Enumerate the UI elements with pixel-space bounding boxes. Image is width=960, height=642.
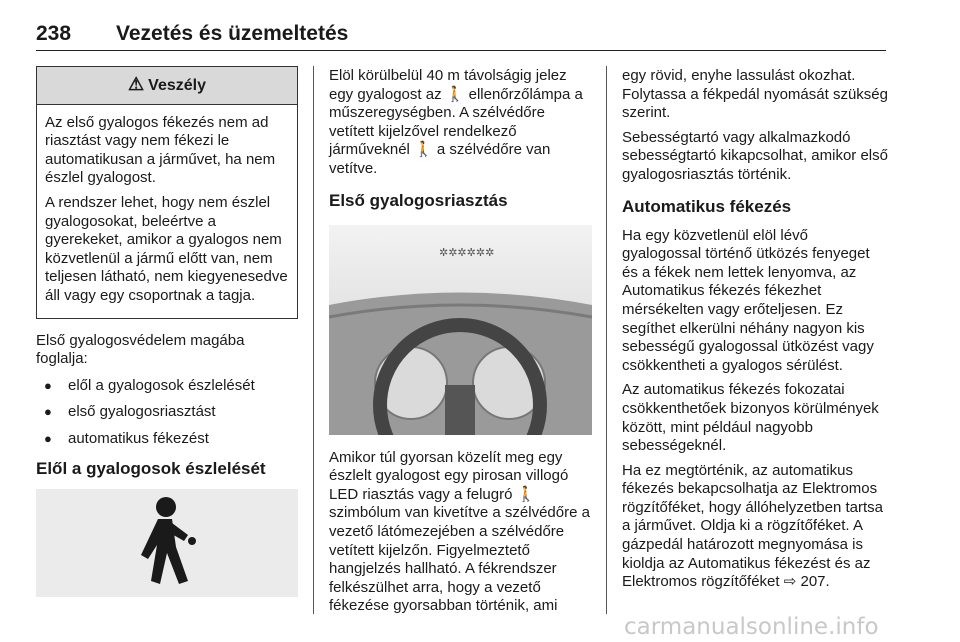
column-divider: [606, 66, 607, 614]
paragraph: Elöl körülbelül 40 m távolságig jelez egy gyalogost az 🚶 ellenőrzőlámpa a műszeregységben. A szélvédőre vetített kijelzővel rendelkező járműveknél 🚶 a szélvédőre van vetítve.: [329, 67, 583, 177]
warning-body: [37, 105, 297, 318]
page-header: [36, 18, 886, 51]
section-heading: Első gyalogosriasztás: [329, 190, 508, 210]
feature-list: [36, 377, 298, 449]
list-item: ● első gyalogosriasztást: [36, 403, 298, 422]
list-item: ● automatikus fékezést: [36, 430, 298, 449]
column-divider: [313, 66, 314, 614]
watermark: carmanualsonline.info: [624, 614, 879, 640]
warning-triangle-icon: ⚠: [128, 74, 145, 94]
hud-leds-icon: ✲✲✲✲✲✲: [439, 245, 495, 259]
section-heading: Automatikus fékezés: [622, 196, 792, 216]
warning-paragraph: A rendszer lehet, hogy nem észlel gyalogosokat, beleértve a gyerekeket, amikor a gyalogos nem közvetlenül a jármű előtt van, nem teljesen látható, nem kiegyenesedve áll vagy egy csoportnak a tagja.: [45, 193, 288, 304]
pedestrian-icon: [36, 489, 298, 597]
paragraph: Ha ez megtörténik, az automatikus fékezés bekapcsolhatja az Elektromos rögzítőféket, hogy állóhelyzetben tartsa a járművet. Oldja ki a rögzítőféket. A gázpedál határozott megnyomása is kioldja az Automatikus fékezést és az Elektromos rögzítőféket ⇨ 207.: [622, 461, 883, 591]
page-reference-icon: ⇨: [783, 573, 801, 591]
intro-text: Első gyalogosvédelem magába foglalja:: [36, 331, 245, 368]
page-reference-link[interactable]: 207.: [800, 573, 830, 591]
section-heading: Elől a gyalogosok észlelését: [36, 458, 266, 478]
warning-title: Veszély: [148, 77, 206, 94]
warning-header: [37, 67, 297, 105]
pedestrian-symbol-icon: 🚶: [414, 141, 433, 159]
paragraph: Sebességtartó vagy alkalmazkodó sebességtartó kikapcsolhat, amikor első gyalogosriasztás történik.: [622, 128, 888, 183]
column-3: [622, 67, 888, 598]
list-item: ● elől a gyalogosok észlelését: [36, 377, 298, 396]
warning-box: [36, 66, 298, 319]
pedestrian-figure: [36, 489, 298, 597]
dashboard-illustration: [329, 225, 592, 435]
column-1: [36, 66, 298, 597]
pedestrian-symbol-icon: 🚶: [445, 85, 465, 103]
warning-paragraph: Az első gyalogos fékezés nem ad riasztást vagy nem fékezi le automatikusan a járművet, ha nem észlel gyalogost.: [45, 113, 276, 187]
paragraph: egy rövid, enyhe lassulást okozhat. Folytassa a fékpedál nyomását szükség szerint.: [622, 67, 888, 122]
paragraph: Amikor túl gyorsan közelít meg egy észlelt gyalogost egy pirosan villogó LED riasztás vagy a felugró 🚶 szimbólum van kivetítve a szélvédőre a vezető látómezejében a szélvédőre vetített kijelzőn. Figyelmeztető hangjelzés hallható. A fékrendszer felkészülhet arra, hogy a vezető fékezése gyorsabban történik, ami: [329, 448, 590, 615]
page-number: 238: [36, 22, 72, 45]
paragraph: Ha egy közvetlenül elöl lévő gyalogossal történő ütközés fenyeget és a fékek nem lettek lenyomva, az Automatikus fékezés fékezhet mérsékelten vagy erőteljesen. Ez segíthet elkerülni néhány nagyon kis sebességű gyalogossal ütközést vagy csökkentheti a gyalogos sérülést.: [622, 226, 874, 374]
pedestrian-symbol-icon: 🚶: [516, 485, 536, 503]
paragraph: Az automatikus fékezés fokozatai csökkenthetőek bizonyos körülmények között, mint például nagyobb sebességeknél.: [622, 381, 879, 455]
column-2: [329, 67, 592, 622]
chapter-title: Vezetés és üzemeltetés: [116, 22, 349, 45]
dashboard-figure: [329, 225, 592, 435]
